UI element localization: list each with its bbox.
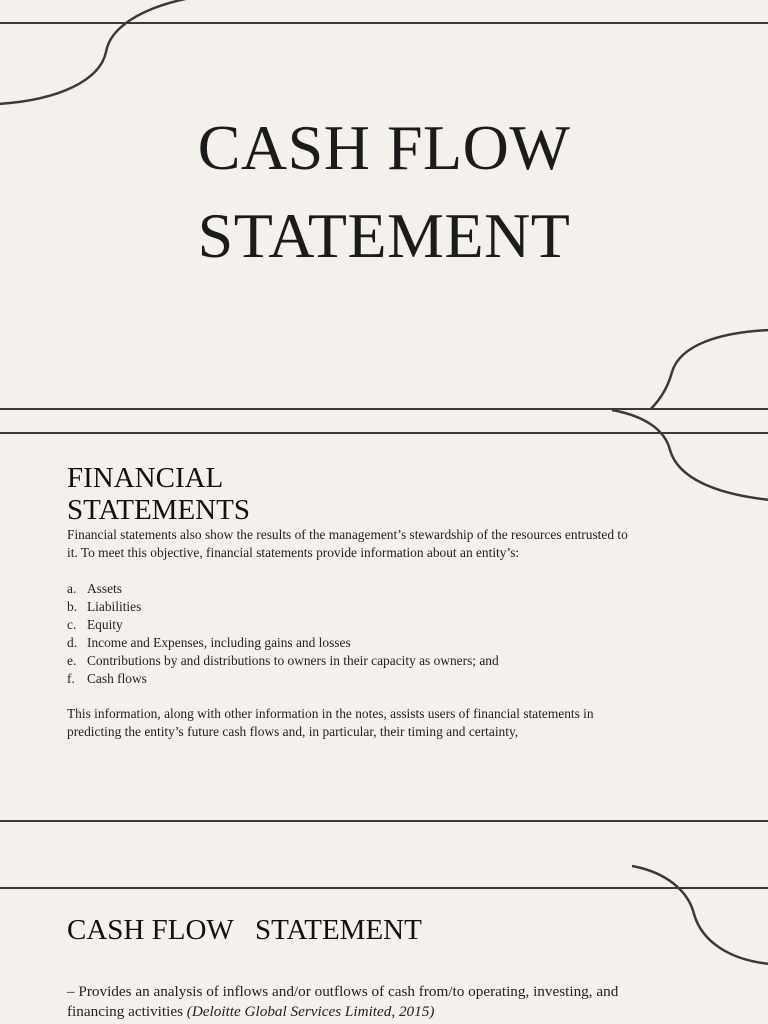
citation: (Deloitte Global Services Limited, 2015)	[186, 1003, 435, 1020]
top-left-curve	[0, 0, 190, 104]
outro-paragraph	[67, 705, 707, 741]
bottom-rule	[0, 820, 768, 822]
intro-paragraph	[67, 526, 707, 562]
title-line-1: CASH FLOW	[197, 112, 571, 183]
top-rule	[0, 887, 768, 889]
title-slide	[0, 0, 768, 410]
top-rule	[0, 22, 768, 24]
intro-line-1: Financial statements also show the results of the management’s stewardship of the resources entrusted to	[67, 527, 628, 542]
definition-paragraph	[67, 982, 727, 1022]
definition-line-1: – Provides an analysis of inflows and/or outflows of cash from/to operating, investing, and	[67, 983, 619, 1000]
outro-line-2: predicting the entity’s future cash flows and, in particular, their timing and certainty,	[67, 724, 519, 739]
list-item: d. Income and Expenses, including gains and losses	[67, 635, 351, 650]
cash-flow-definition-slide	[0, 842, 768, 1024]
list-item: e. Contributions by and distributions to owners in their capacity as owners; and	[67, 653, 499, 668]
list-item: a. Assets	[67, 581, 122, 596]
right-curve-upper	[612, 410, 768, 500]
financial-statements-slide	[0, 410, 768, 842]
definition-line-2: financing activities	[67, 1003, 187, 1020]
list-item: f. Cash flows	[67, 671, 147, 686]
section-heading	[67, 462, 250, 526]
right-curve	[612, 330, 768, 410]
list-item: b. Liabilities	[67, 599, 142, 614]
outro-line-1: This information, along with other information in the notes, assists users of financial statements in	[67, 706, 594, 721]
title-line-2: STATEMENT	[197, 200, 571, 271]
statement-items-list	[67, 580, 499, 688]
heading-line-2: STATEMENTS	[67, 494, 250, 526]
section-heading: CASH FLOW STATEMENT	[67, 914, 422, 946]
heading-line-1: FINANCIAL	[67, 462, 224, 494]
slide-title	[0, 112, 768, 271]
top-rule	[0, 432, 768, 434]
list-item: c. Equity	[67, 617, 123, 632]
intro-line-2: it. To meet this objective, financial statements provide information about an entity’s:	[67, 545, 520, 560]
right-curve	[632, 866, 768, 964]
